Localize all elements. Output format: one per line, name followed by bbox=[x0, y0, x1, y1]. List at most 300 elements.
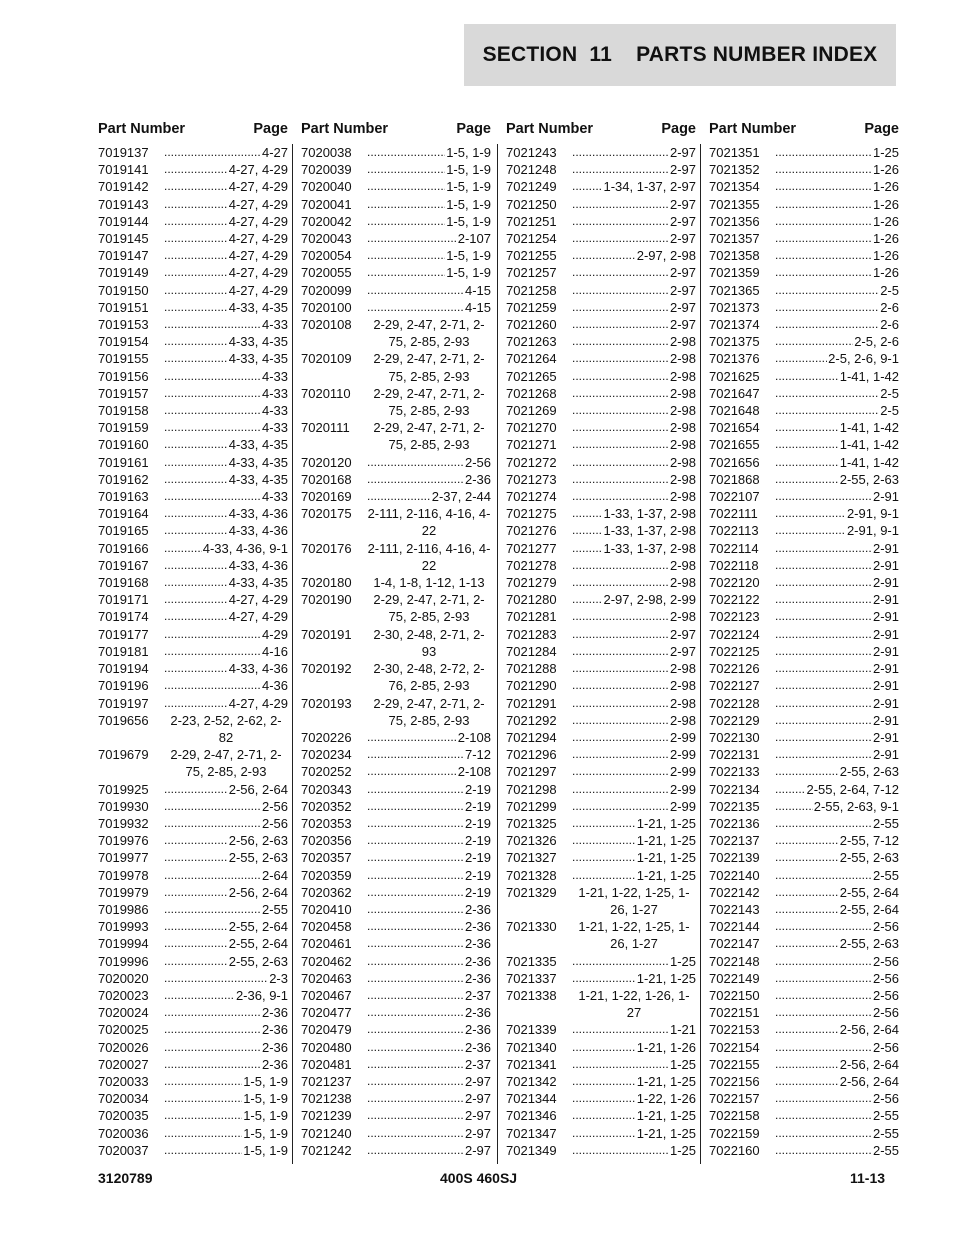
page-reference bbox=[775, 712, 899, 729]
part-number: 7019171 bbox=[98, 592, 149, 608]
page-reference bbox=[367, 230, 491, 247]
dot-leader bbox=[775, 1039, 872, 1056]
dot-leader bbox=[164, 350, 228, 367]
page-reference bbox=[775, 333, 899, 350]
index-row bbox=[301, 213, 491, 230]
index-row bbox=[506, 402, 696, 419]
page-reference bbox=[164, 1021, 288, 1038]
part-number: 7021272 bbox=[506, 454, 557, 470]
index-row bbox=[506, 350, 696, 367]
page-reference bbox=[775, 247, 899, 264]
page-text: 2-19 bbox=[464, 867, 491, 883]
part-number: 7021291 bbox=[506, 695, 557, 711]
index-row bbox=[506, 196, 696, 213]
page-reference bbox=[572, 264, 696, 281]
index-row bbox=[709, 522, 899, 539]
index-row bbox=[709, 574, 899, 591]
dot-leader bbox=[775, 884, 839, 901]
dot-leader bbox=[572, 436, 669, 453]
part-number: 7020038 bbox=[301, 145, 352, 160]
part-number: 7022159 bbox=[709, 1125, 760, 1141]
page-reference bbox=[164, 436, 288, 453]
part-number: 7021298 bbox=[506, 781, 557, 797]
part-number: 7019168 bbox=[98, 575, 149, 591]
page-reference: 1-21, 1-22, 1-26, 1-27 bbox=[578, 987, 690, 1021]
page-reference bbox=[775, 488, 899, 505]
index-row bbox=[506, 333, 696, 350]
part-number: 7021280 bbox=[506, 592, 557, 608]
part-number: 7021625 bbox=[709, 368, 760, 384]
page-text: 1-26 bbox=[872, 196, 899, 212]
page-reference bbox=[775, 178, 899, 195]
page-reference bbox=[164, 488, 288, 505]
page-reference bbox=[164, 350, 288, 367]
dot-leader bbox=[164, 781, 228, 798]
dot-leader bbox=[572, 350, 669, 367]
page-text: 1-21, 1-25 bbox=[636, 1073, 696, 1089]
part-number: 7022134 bbox=[709, 781, 760, 797]
part-number: 7021374 bbox=[709, 317, 760, 333]
page-reference bbox=[164, 832, 288, 849]
index-row bbox=[301, 1039, 491, 1056]
page-text: 1-26 bbox=[872, 231, 899, 247]
part-number: 7019181 bbox=[98, 643, 149, 659]
part-number: 7020180 bbox=[301, 575, 352, 591]
dot-leader bbox=[775, 419, 839, 436]
dot-leader bbox=[367, 1142, 464, 1159]
section-header bbox=[464, 24, 896, 86]
page-text: 2-98 bbox=[669, 489, 696, 505]
dot-leader bbox=[164, 677, 261, 694]
part-number: 7020191 bbox=[301, 626, 352, 642]
index-row bbox=[98, 781, 288, 798]
page-text: 4-15 bbox=[464, 282, 491, 298]
dot-leader bbox=[572, 815, 636, 832]
footer-model: 400S 460SJ bbox=[440, 1170, 518, 1186]
dot-leader bbox=[572, 591, 602, 608]
page-reference bbox=[775, 695, 899, 712]
part-number: 7021342 bbox=[506, 1073, 557, 1089]
part-number: 7022114 bbox=[709, 540, 759, 556]
dot-leader bbox=[572, 712, 669, 729]
part-number: 7020353 bbox=[301, 815, 352, 831]
page-reference bbox=[164, 574, 288, 591]
part-number: 7020234 bbox=[301, 747, 352, 763]
page-reference bbox=[572, 488, 696, 505]
index-row bbox=[506, 918, 696, 952]
page-text: 2-91 bbox=[872, 661, 899, 677]
page-reference bbox=[367, 798, 491, 815]
index-row bbox=[301, 247, 491, 264]
page-reference bbox=[572, 454, 696, 471]
part-number: 7021294 bbox=[506, 729, 557, 745]
index-row bbox=[506, 282, 696, 299]
page-text: 2-55 bbox=[872, 867, 899, 883]
page-reference bbox=[164, 901, 288, 918]
page-text: 1-5, 1-9 bbox=[446, 196, 491, 212]
page-reference bbox=[164, 867, 288, 884]
dot-leader bbox=[572, 402, 669, 419]
part-number: 7022139 bbox=[709, 850, 760, 866]
dot-leader bbox=[572, 488, 669, 505]
dot-leader bbox=[164, 643, 261, 660]
part-number: 7022137 bbox=[709, 833, 760, 849]
index-row bbox=[506, 677, 696, 694]
dot-leader bbox=[164, 247, 228, 264]
index-row bbox=[301, 918, 491, 935]
dot-leader bbox=[164, 522, 228, 539]
page-reference bbox=[775, 299, 899, 316]
index-row bbox=[506, 626, 696, 643]
page-text: 2-97 bbox=[669, 643, 696, 659]
page-reference: 1-21, 1-22, 1-25, 1-26, 1-27 bbox=[578, 919, 690, 952]
dot-leader bbox=[164, 884, 228, 901]
page-reference bbox=[164, 677, 288, 694]
page-text: 4-27, 4-29 bbox=[228, 179, 288, 195]
index-row bbox=[301, 660, 491, 694]
index-row bbox=[506, 299, 696, 316]
page-text: 2-98 bbox=[669, 712, 696, 728]
dot-leader bbox=[164, 1056, 261, 1073]
page-text: 2-55 bbox=[872, 1125, 899, 1141]
part-number: 7019160 bbox=[98, 437, 149, 453]
page-reference bbox=[775, 368, 899, 385]
dot-leader bbox=[775, 1073, 839, 1090]
part-number: 7021240 bbox=[301, 1125, 352, 1141]
part-number: 7019155 bbox=[98, 351, 149, 367]
page-reference bbox=[775, 350, 899, 367]
index-row bbox=[709, 333, 899, 350]
dot-leader bbox=[775, 746, 872, 763]
index-row bbox=[709, 144, 899, 161]
page-text: 2-97 bbox=[464, 1125, 491, 1141]
page-text: 2-56 bbox=[872, 1091, 899, 1107]
page-text: 2-6 bbox=[880, 317, 899, 333]
dot-leader bbox=[775, 608, 872, 625]
page-reference bbox=[775, 867, 899, 884]
page-text: 2-56 bbox=[872, 1005, 899, 1021]
part-number: 7020169 bbox=[301, 489, 352, 505]
dot-leader bbox=[775, 436, 839, 453]
dot-leader bbox=[164, 505, 228, 522]
page-text: 2-36 bbox=[464, 471, 491, 487]
dot-leader bbox=[775, 695, 872, 712]
index-row bbox=[709, 781, 899, 798]
page-reference bbox=[367, 884, 491, 901]
part-number: 7020480 bbox=[301, 1039, 352, 1055]
part-number: 7019166 bbox=[98, 540, 149, 556]
part-number: 7021237 bbox=[301, 1073, 352, 1089]
page-text: 2-91 bbox=[872, 540, 899, 556]
part-number: 7021284 bbox=[506, 643, 557, 659]
index-row bbox=[98, 746, 288, 780]
page-text: 2-91 bbox=[872, 643, 899, 659]
dot-leader bbox=[367, 247, 445, 264]
page-reference bbox=[572, 299, 696, 316]
dot-leader bbox=[775, 471, 839, 488]
page-text: 1-21, 1-25 bbox=[636, 970, 696, 986]
dot-leader bbox=[164, 987, 235, 1004]
index-row bbox=[709, 918, 899, 935]
page-text: 2-99 bbox=[669, 798, 696, 814]
dot-leader bbox=[164, 660, 228, 677]
dot-leader bbox=[775, 849, 839, 866]
page-reference bbox=[367, 935, 491, 952]
index-row bbox=[98, 953, 288, 970]
page-text: 4-33, 4-36 bbox=[228, 557, 288, 573]
page-heading: Page bbox=[864, 121, 899, 137]
page-reference bbox=[572, 815, 696, 832]
index-row bbox=[301, 1142, 491, 1159]
dot-leader bbox=[367, 746, 464, 763]
dot-leader bbox=[164, 608, 228, 625]
index-row bbox=[506, 522, 696, 539]
part-number: 7019161 bbox=[98, 454, 149, 470]
index-row bbox=[709, 282, 899, 299]
page-text: 1-21, 1-25 bbox=[636, 867, 696, 883]
index-row bbox=[709, 385, 899, 402]
index-row bbox=[98, 540, 288, 557]
index-row bbox=[506, 1125, 696, 1142]
part-number: 7021338 bbox=[506, 987, 557, 1003]
index-row bbox=[98, 213, 288, 230]
dot-leader bbox=[367, 815, 464, 832]
index-row bbox=[301, 1125, 491, 1142]
page-reference bbox=[164, 368, 288, 385]
part-number: 7020359 bbox=[301, 867, 352, 883]
part-number: 7021264 bbox=[506, 351, 557, 367]
dot-leader bbox=[164, 815, 261, 832]
page-reference bbox=[164, 1073, 288, 1090]
part-number: 7019143 bbox=[98, 196, 149, 212]
index-row bbox=[709, 402, 899, 419]
page-text: 2-36 bbox=[464, 1005, 491, 1021]
dot-leader bbox=[775, 1021, 839, 1038]
index-row bbox=[709, 712, 899, 729]
page-text: 2-56, 2-64 bbox=[228, 884, 288, 900]
part-number: 7020193 bbox=[301, 695, 352, 711]
dot-leader bbox=[572, 230, 669, 247]
index-row bbox=[301, 196, 491, 213]
part-number: 7022128 bbox=[709, 695, 760, 711]
index-row bbox=[506, 1039, 696, 1056]
page-reference bbox=[164, 196, 288, 213]
page-text: 1-25 bbox=[669, 953, 696, 969]
page-text: 4-33, 4-35 bbox=[228, 334, 288, 350]
page-text: 2-97 bbox=[669, 299, 696, 315]
part-number: 7021257 bbox=[506, 265, 557, 281]
page-reference: 2-30, 2-48, 2-71, 2-93 bbox=[373, 626, 485, 659]
page-reference bbox=[775, 402, 899, 419]
part-number: 7020020 bbox=[98, 970, 149, 986]
index-row bbox=[98, 419, 288, 436]
part-number: 7021376 bbox=[709, 351, 760, 367]
page-reference bbox=[775, 884, 899, 901]
page-text: 2-91 bbox=[872, 747, 899, 763]
page-text: 2-91, 9-1 bbox=[846, 523, 899, 539]
part-number-heading: Part Number bbox=[506, 121, 594, 137]
page-reference bbox=[572, 1039, 696, 1056]
dot-leader bbox=[572, 953, 669, 970]
part-number: 7021356 bbox=[709, 213, 760, 229]
part-number: 7022136 bbox=[709, 815, 760, 831]
page-text: 2-99 bbox=[669, 747, 696, 763]
dot-leader bbox=[775, 1004, 872, 1021]
column-header bbox=[98, 118, 288, 144]
page-text: 2-6 bbox=[880, 299, 899, 315]
page-reference bbox=[775, 729, 899, 746]
part-number: 7019996 bbox=[98, 953, 149, 969]
part-number: 7020410 bbox=[301, 901, 352, 917]
part-number: 7019932 bbox=[98, 815, 149, 831]
page-reference bbox=[164, 695, 288, 712]
page-text: 2-91 bbox=[872, 712, 899, 728]
dot-leader bbox=[572, 419, 669, 436]
page-reference bbox=[572, 1125, 696, 1142]
page-text: 1-26 bbox=[872, 162, 899, 178]
page-text: 1-21, 1-25 bbox=[636, 815, 696, 831]
dot-leader bbox=[367, 1004, 464, 1021]
index-row bbox=[709, 454, 899, 471]
part-number: 7019137 bbox=[98, 145, 149, 160]
dot-leader bbox=[367, 454, 464, 471]
page-text: 2-36 bbox=[464, 1039, 491, 1055]
part-number: 7020037 bbox=[98, 1142, 149, 1158]
part-number: 7022144 bbox=[709, 919, 760, 935]
page-heading: Page bbox=[253, 121, 288, 137]
page-text: 2-97 bbox=[669, 626, 696, 642]
index-row bbox=[709, 832, 899, 849]
page-reference bbox=[367, 867, 491, 884]
page-text: 4-27, 4-29 bbox=[228, 265, 288, 281]
page-text: 2-36 bbox=[464, 901, 491, 917]
part-number: 7020027 bbox=[98, 1056, 149, 1072]
part-number: 7021255 bbox=[506, 248, 557, 264]
page-text: 2-5 bbox=[880, 282, 899, 298]
page-text: 2-55, 2-63 bbox=[228, 953, 288, 969]
dot-leader bbox=[572, 454, 669, 471]
column-divider bbox=[292, 144, 293, 1164]
footer-page-number: 11-13 bbox=[850, 1170, 886, 1186]
dot-leader bbox=[572, 1073, 636, 1090]
index-row bbox=[506, 970, 696, 987]
page-reference bbox=[775, 608, 899, 625]
index-row bbox=[709, 178, 899, 195]
part-number: 7021251 bbox=[506, 213, 557, 229]
dot-leader bbox=[775, 454, 839, 471]
dot-leader bbox=[164, 299, 228, 316]
dot-leader bbox=[164, 970, 268, 987]
dot-leader bbox=[775, 368, 839, 385]
part-number: 7021277 bbox=[506, 540, 557, 556]
page-reference bbox=[164, 1142, 288, 1159]
part-number: 7021259 bbox=[506, 299, 557, 315]
page-reference bbox=[367, 815, 491, 832]
dot-leader bbox=[775, 901, 839, 918]
index-row bbox=[709, 1090, 899, 1107]
page-text: 2-98 bbox=[669, 368, 696, 384]
part-number: 7019163 bbox=[98, 489, 149, 505]
page-text: 4-33, 4-36 bbox=[228, 506, 288, 522]
index-row bbox=[506, 1107, 696, 1124]
index-row bbox=[709, 798, 899, 815]
index-column-1 bbox=[98, 118, 288, 1159]
index-row bbox=[709, 471, 899, 488]
dot-leader bbox=[164, 626, 261, 643]
index-row bbox=[98, 574, 288, 591]
page-text: 4-33 bbox=[261, 368, 288, 384]
page-text: 1-21, 1-25 bbox=[636, 1125, 696, 1141]
page-text: 4-27, 4-29 bbox=[228, 213, 288, 229]
page-reference bbox=[775, 540, 899, 557]
part-number: 7022124 bbox=[709, 626, 760, 642]
page-reference bbox=[164, 626, 288, 643]
dot-leader bbox=[572, 282, 669, 299]
index-row bbox=[98, 144, 288, 161]
dot-leader bbox=[572, 333, 669, 350]
page-reference bbox=[367, 729, 491, 746]
dot-leader bbox=[775, 867, 872, 884]
page-text: 2-97 bbox=[669, 265, 696, 281]
page-text: 2-98 bbox=[669, 385, 696, 401]
index-row bbox=[506, 867, 696, 884]
page-reference bbox=[572, 436, 696, 453]
page-text: 2-98 bbox=[669, 454, 696, 470]
page-text: 2-55, 2-63 bbox=[228, 850, 288, 866]
part-number: 7020190 bbox=[301, 592, 352, 608]
page-reference bbox=[367, 247, 491, 264]
index-row bbox=[98, 282, 288, 299]
dot-leader bbox=[367, 299, 464, 316]
page-text: 2-97 bbox=[669, 196, 696, 212]
dot-leader bbox=[572, 557, 669, 574]
part-number: 7020461 bbox=[301, 936, 352, 952]
page-text: 2-97 bbox=[669, 317, 696, 333]
page-text: 2-55, 2-64 bbox=[228, 936, 288, 952]
index-row bbox=[506, 781, 696, 798]
page-reference bbox=[367, 970, 491, 987]
index-row bbox=[506, 471, 696, 488]
page-reference bbox=[164, 1125, 288, 1142]
part-number: 7021344 bbox=[506, 1091, 557, 1107]
page-reference bbox=[164, 316, 288, 333]
dot-leader bbox=[775, 540, 872, 557]
index-row bbox=[301, 144, 491, 161]
part-number: 7019144 bbox=[98, 213, 149, 229]
part-number: 7022153 bbox=[709, 1022, 760, 1038]
column-header bbox=[709, 118, 899, 144]
part-number: 7022131 bbox=[709, 747, 760, 763]
page-reference bbox=[164, 1107, 288, 1124]
index-row bbox=[98, 643, 288, 660]
page-text: 2-56 bbox=[261, 815, 288, 831]
page-text: 2-3 bbox=[269, 970, 288, 986]
page-text: 2-5 bbox=[880, 385, 899, 401]
column-header bbox=[506, 118, 696, 144]
index-row bbox=[709, 729, 899, 746]
dot-leader bbox=[164, 1073, 242, 1090]
part-number: 7022155 bbox=[709, 1056, 760, 1072]
dot-leader bbox=[367, 832, 464, 849]
index-row bbox=[98, 987, 288, 1004]
index-row bbox=[301, 729, 491, 746]
page-reference bbox=[164, 935, 288, 952]
dot-leader bbox=[775, 798, 813, 815]
page-text: 2-19 bbox=[464, 815, 491, 831]
page-reference bbox=[164, 161, 288, 178]
part-number: 7020100 bbox=[301, 299, 352, 315]
page-text: 1-5, 1-9 bbox=[243, 1125, 288, 1141]
